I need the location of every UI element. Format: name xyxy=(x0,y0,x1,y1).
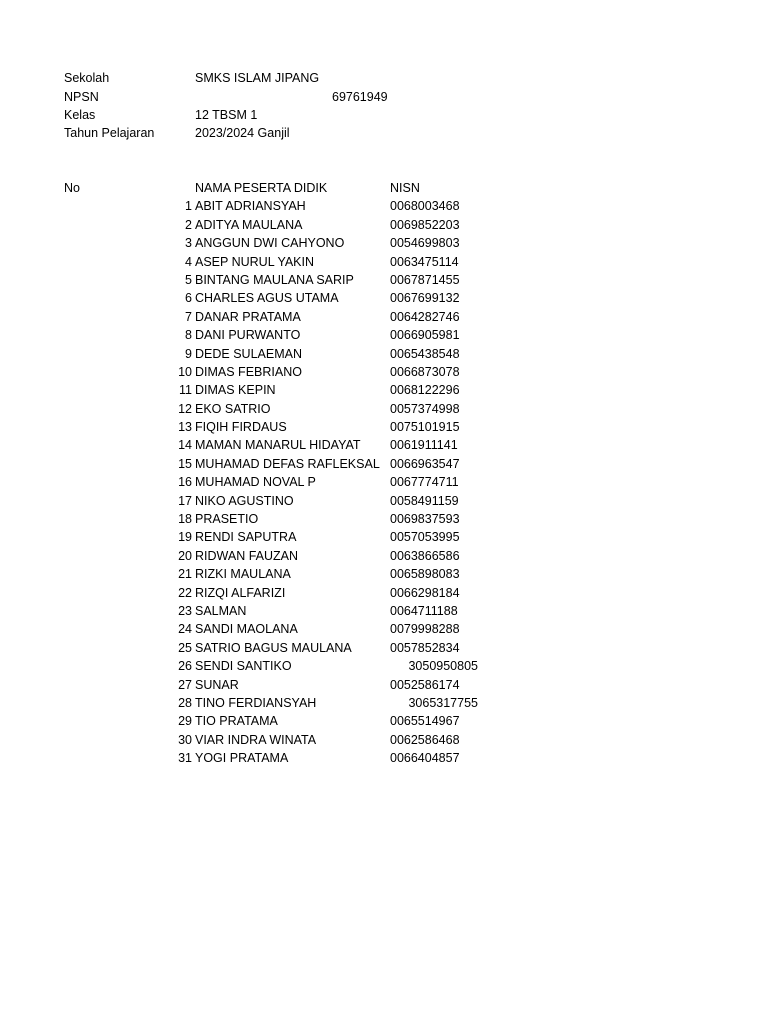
student-name: ADITYA MAULANA xyxy=(195,217,303,232)
table-row xyxy=(0,620,768,638)
row-number: 8 xyxy=(185,328,192,343)
student-nisn: 0061911141 xyxy=(390,438,458,453)
row-number: 22 xyxy=(178,585,192,600)
table-row xyxy=(0,639,768,657)
table-row xyxy=(0,271,768,289)
header-no: No xyxy=(64,181,80,195)
row-number: 16 xyxy=(178,475,192,490)
student-name: RENDI SAPUTRA xyxy=(195,530,297,545)
student-nisn: 0062586468 xyxy=(390,732,460,747)
table-row xyxy=(0,528,768,546)
student-nisn: 0057374998 xyxy=(390,401,460,416)
row-number: 3 xyxy=(185,236,192,251)
row-number: 9 xyxy=(185,346,192,361)
table-row xyxy=(0,381,768,399)
table-row xyxy=(0,492,768,510)
row-number: 14 xyxy=(178,438,192,453)
row-number: 20 xyxy=(178,548,192,563)
student-name: SALMAN xyxy=(195,603,247,618)
row-number: 10 xyxy=(178,364,192,379)
row-number: 4 xyxy=(185,254,192,269)
student-nisn: 0069837593 xyxy=(390,512,460,527)
npsn-label: NPSN xyxy=(64,90,99,104)
row-number: 19 xyxy=(178,530,192,545)
table-row xyxy=(0,731,768,749)
row-number: 13 xyxy=(178,420,192,435)
student-nisn: 0058491159 xyxy=(390,493,459,508)
student-nisn: 0068122296 xyxy=(390,383,460,398)
student-name: SATRIO BAGUS MAULANA xyxy=(195,640,352,655)
table-row xyxy=(0,197,768,215)
student-nisn: 0065898083 xyxy=(390,567,460,582)
header-name: NAMA PESERTA DIDIK xyxy=(195,181,328,195)
student-nisn: 0064711188 xyxy=(390,603,458,618)
student-name: VIAR INDRA WINATA xyxy=(195,732,317,747)
student-nisn: 0067774711 xyxy=(390,475,459,490)
year-row xyxy=(0,124,768,142)
table-row xyxy=(0,345,768,363)
student-name: RIDWAN FAUZAN xyxy=(195,548,299,563)
row-number: 25 xyxy=(178,640,192,655)
student-nisn: 0066298184 xyxy=(390,585,460,600)
row-number: 30 xyxy=(178,732,192,747)
student-name: FIQIH FIRDAUS xyxy=(195,420,287,435)
table-row xyxy=(0,436,768,454)
table-row xyxy=(0,657,768,675)
student-name: DIMAS FEBRIANO xyxy=(195,364,302,379)
table-header xyxy=(0,179,768,197)
row-number: 18 xyxy=(178,512,192,527)
student-nisn: 0066905981 xyxy=(390,328,460,343)
year-label: Tahun Pelajaran xyxy=(64,126,155,140)
student-nisn: 0065438548 xyxy=(390,346,460,361)
student-nisn: 0075101915 xyxy=(390,420,460,435)
class-label: Kelas xyxy=(64,108,96,122)
table-row xyxy=(0,712,768,730)
row-number: 12 xyxy=(178,401,192,416)
table-row xyxy=(0,326,768,344)
student-name: MUHAMAD NOVAL P xyxy=(195,475,316,490)
student-name: BINTANG MAULANA SARIP xyxy=(195,272,354,287)
student-name: ABIT ADRIANSYAH xyxy=(195,199,306,214)
table-row xyxy=(0,308,768,326)
table-row xyxy=(0,584,768,602)
student-name: ASEP NURUL YAKIN xyxy=(195,254,315,269)
student-name: NIKO AGUSTINO xyxy=(195,493,294,508)
row-number: 21 xyxy=(178,567,192,582)
row-number: 6 xyxy=(185,291,192,306)
table-row xyxy=(0,749,768,767)
row-number: 7 xyxy=(185,309,192,324)
student-name: DANAR PRATAMA xyxy=(195,309,301,324)
row-number: 26 xyxy=(178,659,192,674)
school-label: Sekolah xyxy=(64,71,110,85)
student-nisn: 0057852834 xyxy=(390,640,460,655)
table-row xyxy=(0,694,768,712)
student-nisn: 0067699132 xyxy=(390,291,460,306)
student-name: MUHAMAD DEFAS RAFLEKSAL xyxy=(195,456,380,471)
student-name: TIO PRATAMA xyxy=(195,714,278,729)
student-name: YOGI PRATAMA xyxy=(195,751,289,766)
table-row xyxy=(0,289,768,307)
student-name: PRASETIO xyxy=(195,512,259,527)
row-number: 29 xyxy=(178,714,192,729)
class-row xyxy=(0,106,768,124)
table-row xyxy=(0,400,768,418)
school-row xyxy=(0,69,768,87)
student-nisn: 0066963547 xyxy=(390,456,460,471)
row-number: 2 xyxy=(185,217,192,232)
row-number: 11 xyxy=(179,383,192,398)
student-name: SUNAR xyxy=(195,677,239,692)
table-row xyxy=(0,418,768,436)
row-number: 31 xyxy=(178,751,192,766)
table-row xyxy=(0,216,768,234)
student-name: TINO FERDIANSYAH xyxy=(195,695,317,710)
table-row xyxy=(0,473,768,491)
student-nisn: 0054699803 xyxy=(390,236,460,251)
student-name: MAMAN MANARUL HIDAYAT xyxy=(195,438,361,453)
row-number: 15 xyxy=(178,456,192,471)
student-name: RIZKI MAULANA xyxy=(195,567,291,582)
school-value: SMKS ISLAM JIPANG xyxy=(195,71,320,85)
table-row xyxy=(0,547,768,565)
student-nisn: 0067871455 xyxy=(390,272,460,287)
student-nisn: 0065514967 xyxy=(390,714,460,729)
student-nisn: 0063475114 xyxy=(390,254,459,269)
student-name: ANGGUN DWI CAHYONO xyxy=(195,236,345,251)
npsn-row xyxy=(0,88,768,106)
student-nisn: 0066873078 xyxy=(390,364,460,379)
header-nisn: NISN xyxy=(390,181,420,195)
row-number: 28 xyxy=(178,695,192,710)
student-name: SANDI MAOLANA xyxy=(195,622,298,637)
student-nisn: 0063866586 xyxy=(390,548,460,563)
student-nisn: 3065317755 xyxy=(408,695,478,710)
class-value: 12 TBSM 1 xyxy=(195,108,258,122)
student-nisn: 0066404857 xyxy=(390,751,460,766)
student-name: SENDI SANTIKO xyxy=(195,659,292,674)
row-number: 5 xyxy=(185,272,192,287)
row-number: 27 xyxy=(178,677,192,692)
student-name: RIZQI ALFARIZI xyxy=(195,585,286,600)
student-name: DIMAS KEPIN xyxy=(195,383,276,398)
table-row xyxy=(0,676,768,694)
table-row xyxy=(0,253,768,271)
table-row xyxy=(0,565,768,583)
student-name: EKO SATRIO xyxy=(195,401,271,416)
row-number: 24 xyxy=(178,622,192,637)
student-name: CHARLES AGUS UTAMA xyxy=(195,291,339,306)
student-table-body xyxy=(0,197,768,767)
student-nisn: 3050950805 xyxy=(408,659,478,674)
row-number: 23 xyxy=(178,603,192,618)
student-nisn: 0068003468 xyxy=(390,199,460,214)
student-nisn: 0064282746 xyxy=(390,309,460,324)
row-number: 17 xyxy=(178,493,192,508)
year-value: 2023/2024 Ganjil xyxy=(195,126,290,140)
table-row xyxy=(0,234,768,252)
table-row xyxy=(0,363,768,381)
table-row xyxy=(0,510,768,528)
npsn-value: 69761949 xyxy=(332,90,388,104)
table-row xyxy=(0,602,768,620)
student-nisn: 0052586174 xyxy=(390,677,460,692)
student-nisn: 0079998288 xyxy=(390,622,460,637)
student-name: DANI PURWANTO xyxy=(195,328,301,343)
student-name: DEDE SULAEMAN xyxy=(195,346,302,361)
student-nisn: 0069852203 xyxy=(390,217,460,232)
student-nisn: 0057053995 xyxy=(390,530,460,545)
row-number: 1 xyxy=(185,199,192,214)
table-row xyxy=(0,455,768,473)
